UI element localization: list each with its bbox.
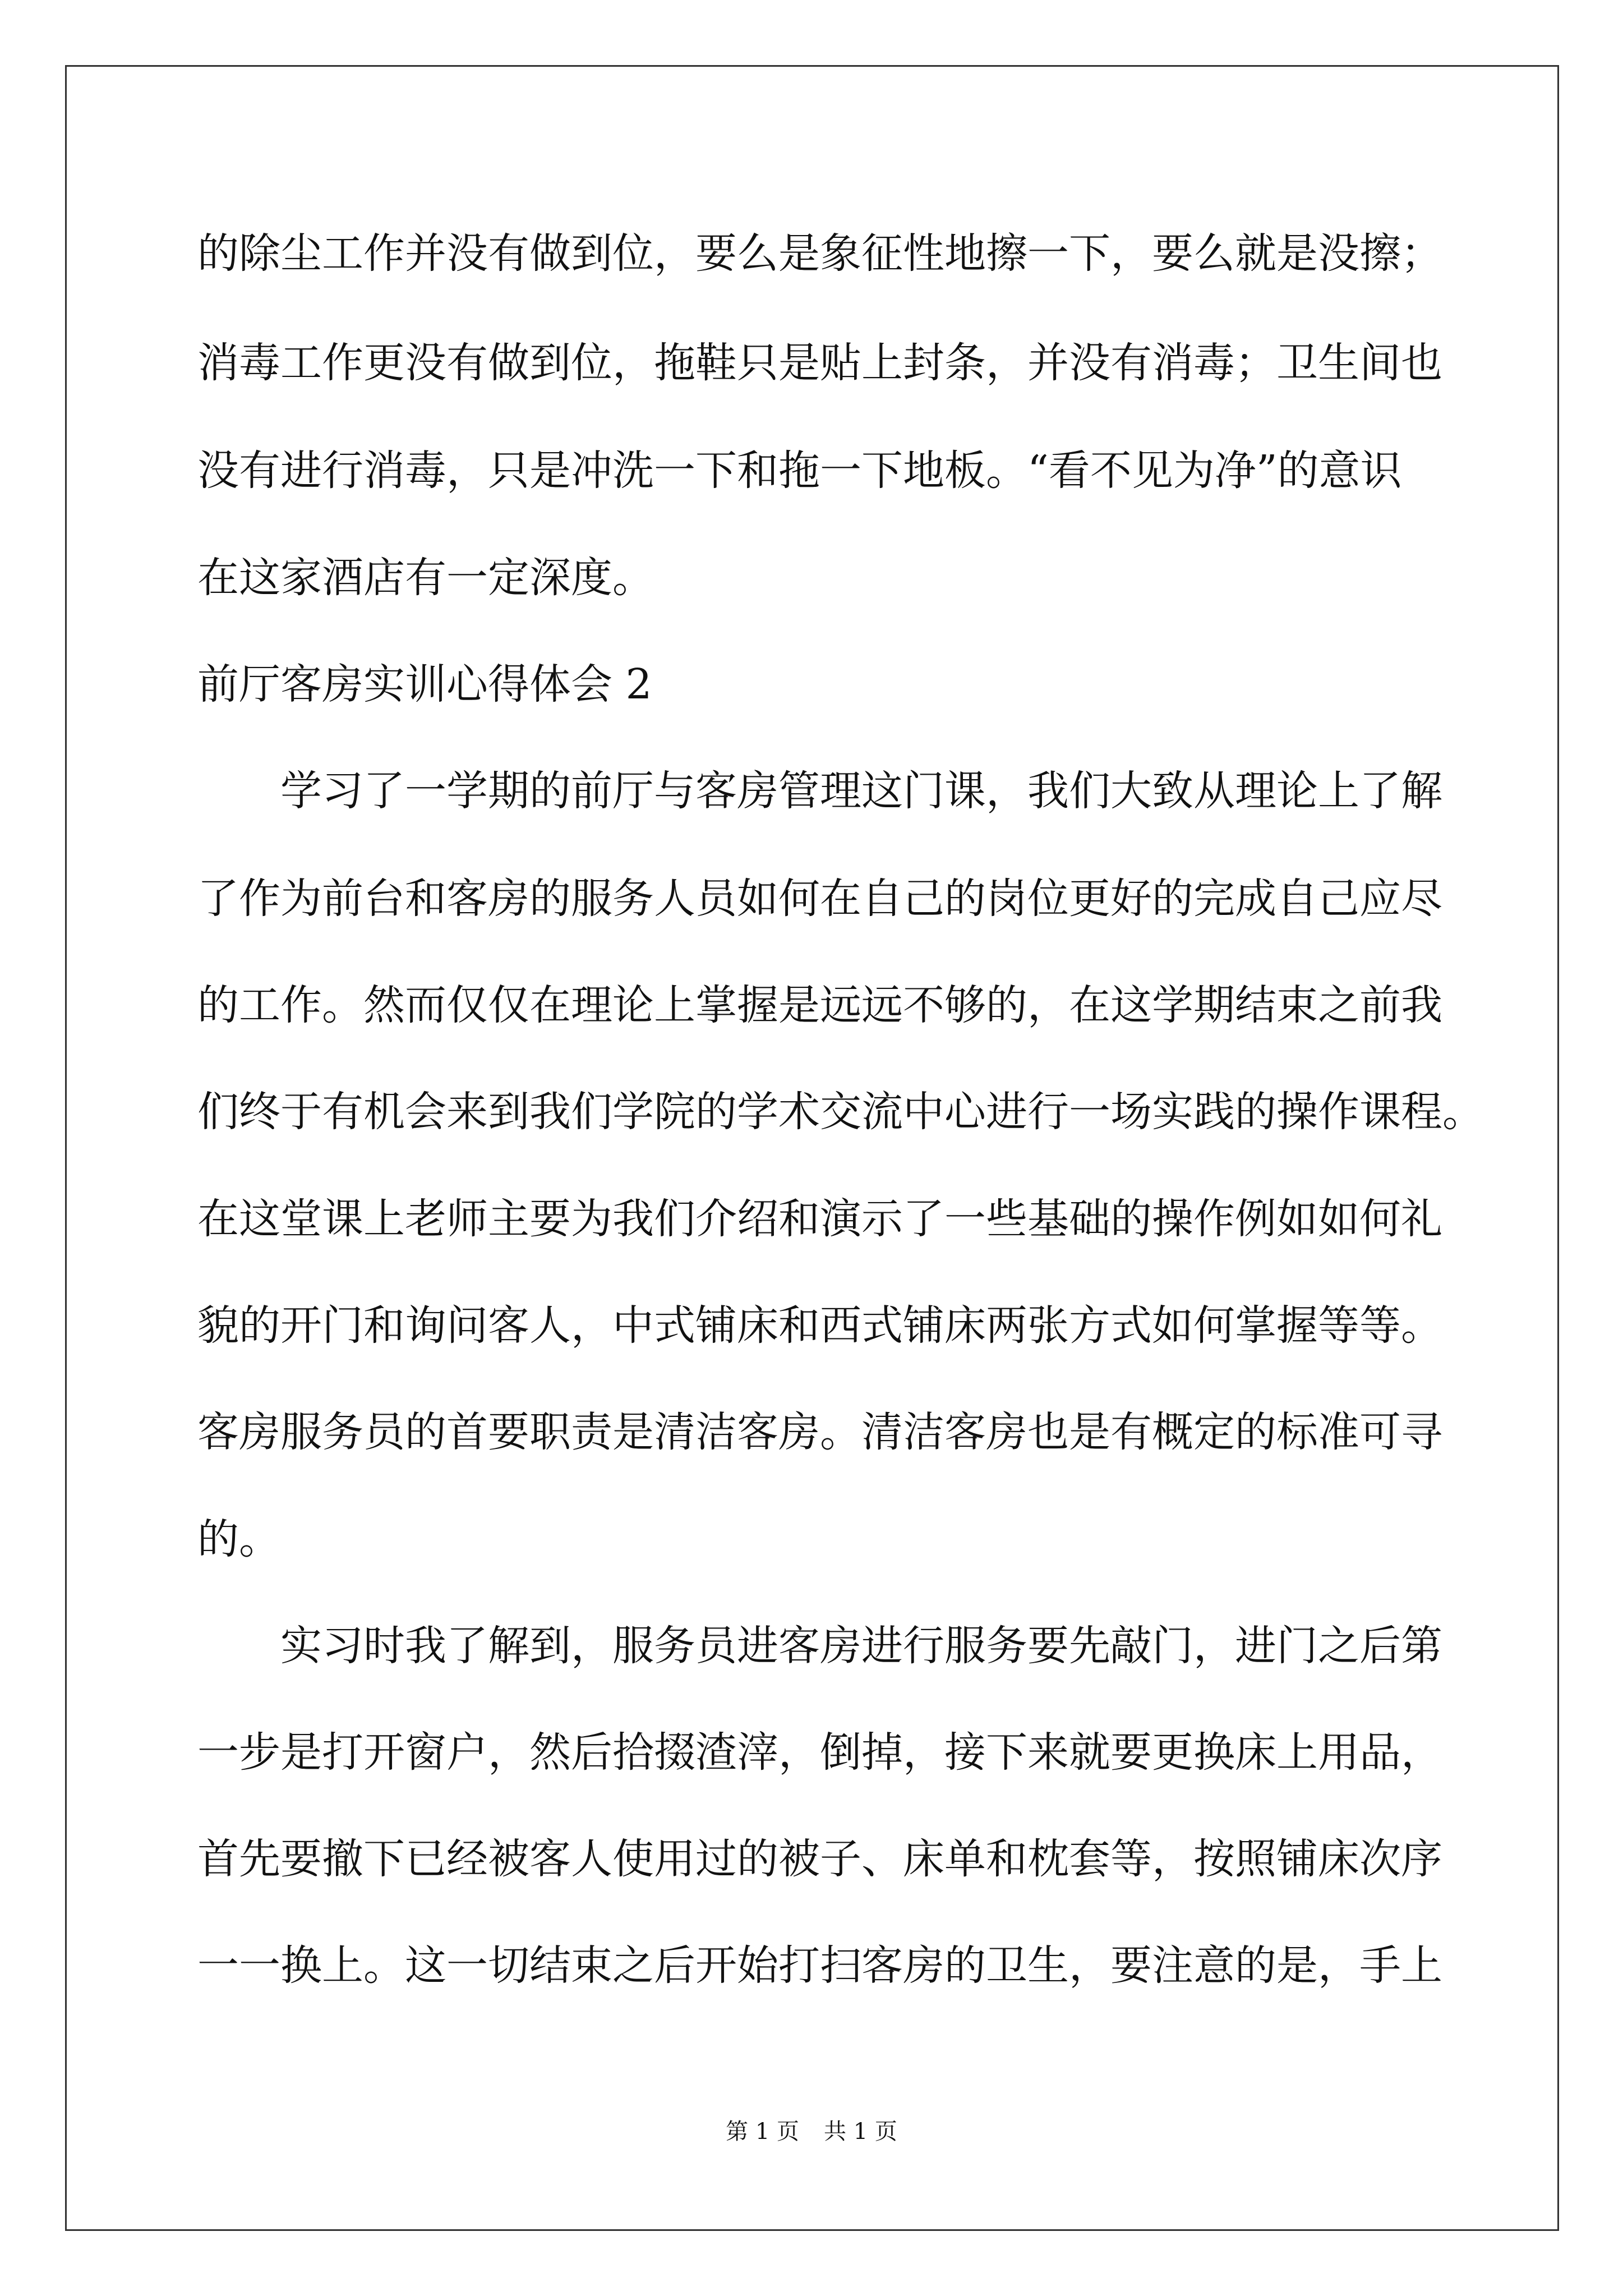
paragraph-line: 一一换上。这一切结束之后开始打扫客房的卫生，要注意的是，手上 [197, 1941, 1442, 1990]
paragraph-line: 的工作。然而仅仅在理论上掌握是远远不够的，在这学期结束之前我 [197, 981, 1442, 1029]
paragraph-line: 学习了一学期的前厅与客房管理这门课，我们大致从理论上了解 [280, 767, 1442, 815]
paragraph-line: 没有进行消毒，只是冲洗一下和拖一下地板。“看不见为净”的意识 [197, 447, 1402, 495]
paragraph-line: 们终于有机会来到我们学院的学术交流中心进行一场实践的操作课程。 [197, 1088, 1484, 1136]
paragraph-line: 首先要撤下已经被客人使用过的被子、床单和枕套等，按照铺床次序 [197, 1835, 1442, 1883]
paragraph-line: 了作为前台和客房的服务人员如何在自己的岗位更好的完成自己应尽 [197, 875, 1442, 923]
page-number: 第 1 页 [726, 2119, 799, 2145]
paragraph-line: 一步是打开窗户，然后拾掇渣滓，倒掉，接下来就要更换床上用品， [197, 1728, 1442, 1777]
paragraph-line: 貌的开门和询问客人，中式铺床和西式铺床两张方式如何掌握等等。 [197, 1301, 1442, 1350]
paragraph-line: 在这堂课上老师主要为我们介绍和演示了一些基础的操作例如如何礼 [197, 1195, 1442, 1243]
paragraph-line: 消毒工作更没有做到位，拖鞋只是贴上封条，并没有消毒；卫生间也 [197, 339, 1442, 387]
page-footer [0, 2120, 1623, 2143]
paragraph-line: 在这家酒店有一定深度。 [197, 554, 654, 602]
page-border [65, 65, 1559, 2231]
paragraph-line: 的除尘工作并没有做到位，要么是象征性地擦一下，要么就是没擦； [197, 229, 1442, 278]
section-title: 前厅客房实训心得体会 2 [197, 660, 652, 708]
paragraph-line: 的。 [197, 1515, 280, 1563]
paragraph-line: 客房服务员的首要职责是清洁客房。清洁客房也是有概定的标准可寻 [197, 1408, 1442, 1456]
paragraph-line: 实习时我了解到，服务员进客房进行服务要先敲门，进门之后第 [280, 1622, 1442, 1670]
page-total: 共 1 页 [824, 2119, 897, 2145]
